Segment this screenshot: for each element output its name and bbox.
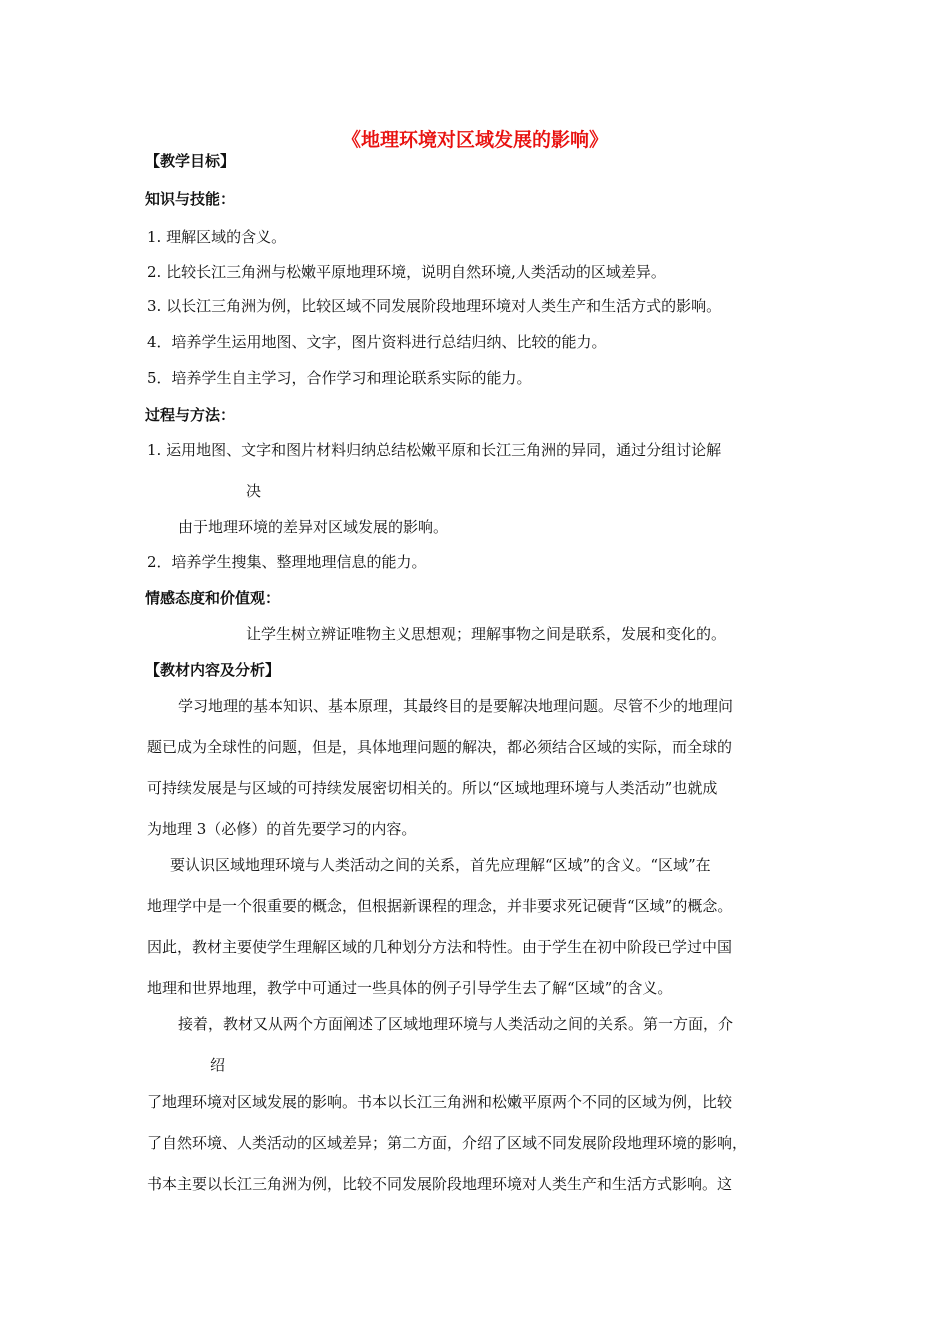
paragraph-line: 题已成为全球性的问题，但是，具体地理问题的解决，都必须结合区域的实际，而全球的 <box>147 738 733 756</box>
knowledge-item: 5．培养学生自主学习，合作学习和理论联系实际的能力。 <box>147 369 532 387</box>
knowledge-item: 3. 以长江三角洲为例，比较区域不同发展阶段地理环境对人类生产和生活方式的影响。 <box>147 297 722 315</box>
emotion-text: 让学生树立辨证唯物主义思想观；理解事物之间是联系，发展和变化的。 <box>246 625 727 643</box>
knowledge-item: 2. 比较长江三角洲与松嫩平原地理环境，说明自然环境,人类活动的区域差异。 <box>147 263 666 281</box>
document-title: 《地理环境对区域发展的影响》 <box>341 129 608 151</box>
paragraph-line: 地理学中是一个很重要的概念，但根据新课程的理念，并非要求死记硬背“区域”的概念。 <box>147 897 733 915</box>
knowledge-item: 4．培养学生运用地图、文字，图片资料进行总结归纳、比较的能力。 <box>147 333 607 351</box>
knowledge-heading: 知识与技能： <box>145 190 236 208</box>
paragraph-line: 了自然环境、人类活动的区域差异；第二方面，介绍了区域不同发展阶段地理环境的影响， <box>147 1134 748 1152</box>
process-item: 2．培养学生搜集、整理地理信息的能力。 <box>147 553 427 571</box>
process-heading: 过程与方法： <box>145 406 236 424</box>
paragraph-line-wrap: 绍 <box>210 1056 226 1074</box>
content-heading: 【教材内容及分析】 <box>145 661 281 679</box>
paragraph-line: 为地理 3（必修）的首先要学习的内容。 <box>147 820 417 838</box>
paragraph-line: 可持续发展是与区域的可持续发展密切相关的。所以“区域地理环境与人类活动”也就成 <box>147 779 718 797</box>
process-item: 1. 运用地图、文字和图片材料归纳总结松嫩平原和长江三角洲的异同，通过分组讨论解 <box>147 441 722 459</box>
process-item-continuation: 由于地理环境的差异对区域发展的影响。 <box>178 518 449 536</box>
paragraph-line: 学习地理的基本知识、基本原理，其最终目的是要解决地理问题。尽管不少的地理问 <box>178 697 734 715</box>
paragraph-line: 要认识区域地理环境与人类活动之间的关系，首先应理解“区域”的含义。“区域”在 <box>170 856 711 874</box>
paragraph-line: 了地理环境对区域发展的影响。书本以长江三角洲和松嫩平原两个不同的区域为例，比较 <box>147 1093 733 1111</box>
process-item-wrap: 决 <box>246 482 262 500</box>
emotion-heading: 情感态度和价值观： <box>145 589 281 607</box>
knowledge-item: 1. 理解区域的含义。 <box>147 228 287 246</box>
paragraph-line: 接着，教材又从两个方面阐述了区域地理环境与人类活动之间的关系。第一方面，介 <box>178 1015 734 1033</box>
paragraph-line: 书本主要以长江三角洲为例，比较不同发展阶段地理环境对人类生产和生活方式影响。这 <box>147 1175 733 1193</box>
paragraph-line: 因此，教材主要使学生理解区域的几种划分方法和特性。由于学生在初中阶段已学过中国 <box>147 938 733 956</box>
teaching-goals-heading: 【教学目标】 <box>145 152 236 170</box>
paragraph-line: 地理和世界地理，教学中可通过一些具体的例子引导学生去了解“区域”的含义。 <box>147 979 673 997</box>
